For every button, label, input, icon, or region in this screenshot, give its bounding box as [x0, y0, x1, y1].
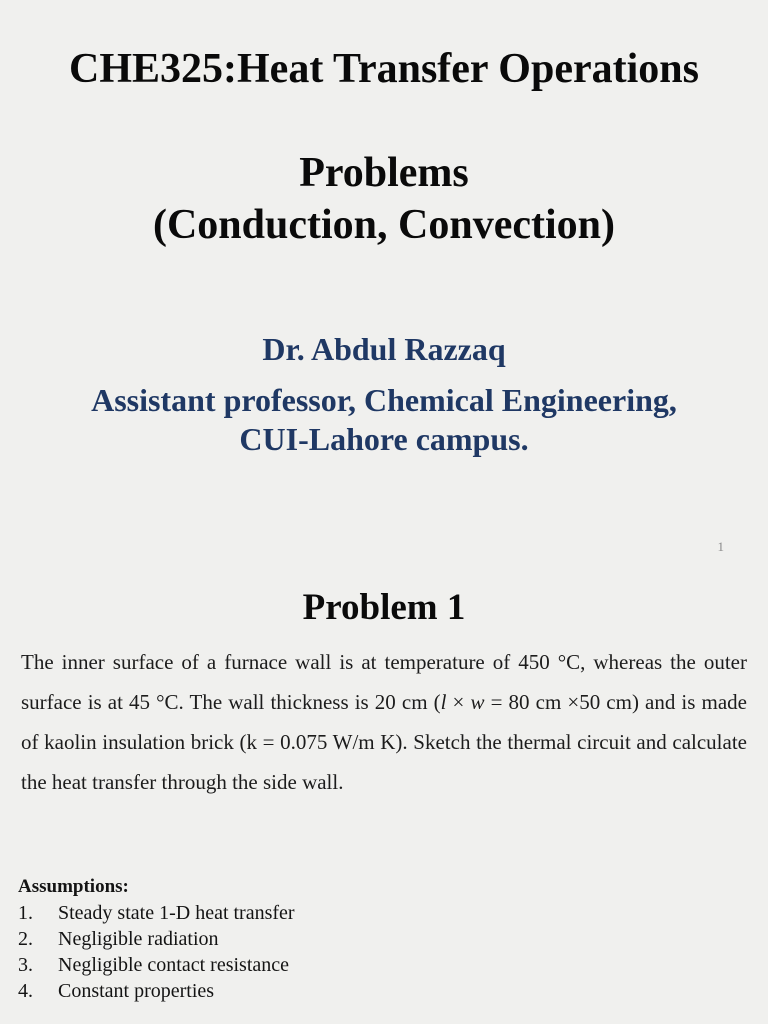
assumption-item	[18, 952, 718, 978]
assumption-item	[18, 900, 718, 926]
author-role-line1: Assistant professor, Chemical Engineering,	[91, 382, 677, 418]
item-number: 2.	[18, 928, 33, 950]
title-spacer	[0, 95, 768, 147]
item-text: Negligible contact resistance	[58, 954, 290, 976]
author-name: Dr. Abdul Razzaq	[262, 331, 506, 367]
assumption-item	[18, 978, 718, 1004]
variable-w: w	[470, 690, 485, 714]
item-text: Steady state 1-D heat transfer	[58, 902, 295, 924]
assumptions-list	[18, 900, 718, 1004]
assumptions-section	[18, 874, 718, 1004]
assumption-item	[18, 926, 718, 952]
page-number: 1	[717, 539, 724, 554]
subtitle-problems: Problems	[299, 150, 469, 196]
title-block	[0, 43, 768, 251]
assumptions-heading: Assumptions:	[18, 876, 129, 897]
item-number: 4.	[18, 980, 33, 1002]
paragraph-part2: ×	[446, 690, 471, 714]
item-text: Negligible radiation	[58, 928, 219, 950]
paragraph-part1: The inner surface of a furnace wall is at temperature of 450 °C, whereas the outer surface is at 45 °C. The wall thickness is 20 cm (	[21, 650, 747, 714]
variable-l: l	[440, 690, 447, 714]
problem-heading: Problem 1	[302, 587, 466, 628]
paragraph-part3: = 80 cm ×50 cm) and is made of kaolin insulation brick (k = 0.075 W/m K). Sketch the thermal circuit and calculate the heat transfer through the side wall.	[21, 690, 748, 794]
course-title: CHE325:Heat Transfer Operations	[69, 46, 699, 92]
problem-paragraph	[21, 642, 747, 802]
item-number: 3.	[18, 954, 33, 976]
item-text: Constant properties	[58, 980, 215, 1002]
author-role-line2: CUI-Lahore campus.	[239, 421, 529, 457]
subtitle-topics: (Conduction, Convection)	[152, 202, 616, 248]
item-number: 1.	[18, 902, 33, 924]
